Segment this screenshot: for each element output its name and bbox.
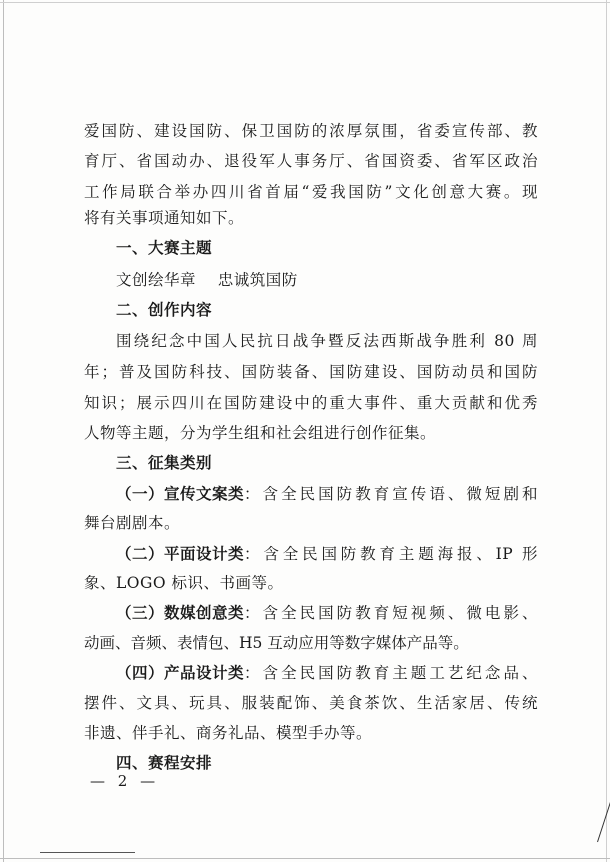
page-number: — 2 — bbox=[90, 772, 160, 790]
category-1-label: （一）宣传文案类 bbox=[116, 485, 245, 503]
intro-line-3: 工作局联合举办四川省首届“爱我国防”文化创意大赛。现 bbox=[84, 183, 538, 201]
bottom-rule bbox=[40, 852, 135, 853]
section-heading-categories: 三、征集类别 bbox=[116, 454, 213, 472]
category-1-line-2: 舞台剧剧本。 bbox=[84, 514, 181, 532]
intro-line-4: 将有关事项通知如下。 bbox=[84, 209, 245, 227]
scan-mark bbox=[597, 796, 610, 842]
category-2-line-1 bbox=[116, 539, 538, 569]
scan-border-top bbox=[0, 2, 610, 3]
content-line-4: 人物等主题，分为学生组和社会组进行创作征集。 bbox=[84, 424, 437, 442]
category-3-line-1 bbox=[116, 598, 538, 628]
category-4-line-2: 摆件、文具、玩具、服装配饰、美食茶饮、生活家居、传统 bbox=[84, 694, 538, 712]
content-line-1: 围绕纪念中国人民抗日战争暨反法西斯战争胜利 80 周 bbox=[116, 332, 538, 350]
section-heading-content: 二、创作内容 bbox=[116, 301, 213, 319]
category-1-desc: ：含全民国防教育宣传语、微短剧和 bbox=[244, 485, 538, 503]
category-4-line-1 bbox=[116, 658, 538, 688]
category-2-line-2: 象、LOGO 标识、书画等。 bbox=[84, 574, 284, 592]
category-3-line-2: 动画、音频、表情包、H5 互动应用等数字媒体产品等。 bbox=[84, 634, 469, 652]
scan-border-right bbox=[606, 0, 607, 862]
category-1-line-1 bbox=[116, 479, 538, 509]
category-3-desc: ：含全民国防教育短视频、微电影、 bbox=[244, 604, 538, 622]
category-2-desc: ：含全民国防教育主题海报、IP 形 bbox=[244, 545, 538, 563]
category-4-label: （四）产品设计类 bbox=[116, 664, 245, 682]
section-heading-theme: 一、大赛主题 bbox=[116, 239, 213, 257]
intro-line-2: 育厅、省国动办、退役军人事务厅、省国资委、省军区政治 bbox=[84, 152, 538, 170]
category-4-line-3: 非遗、伴手礼、商务礼品、模型手办等。 bbox=[84, 724, 373, 742]
category-2-label: （二）平面设计类 bbox=[116, 545, 245, 563]
theme-text: 文创绘华章 忠诚筑国防 bbox=[116, 271, 298, 289]
category-3-label: （三）数媒创意类 bbox=[116, 604, 245, 622]
content-line-3: 知识；展示四川在国防建设中的重大事件、重大贡献和优秀 bbox=[84, 394, 538, 412]
section-heading-schedule: 四、赛程安排 bbox=[116, 754, 213, 772]
intro-line-1: 爱国防、建设国防、保卫国防的浓厚氛围，省委宣传部、教 bbox=[84, 122, 538, 140]
content-line-2: 年；普及国防科技、国防装备、国防建设、国防动员和国防 bbox=[84, 363, 538, 381]
scan-border-left bbox=[3, 0, 4, 862]
category-4-desc: ：含全民国防教育主题工艺纪念品、 bbox=[244, 664, 538, 682]
scan-border-bottom bbox=[0, 858, 610, 859]
